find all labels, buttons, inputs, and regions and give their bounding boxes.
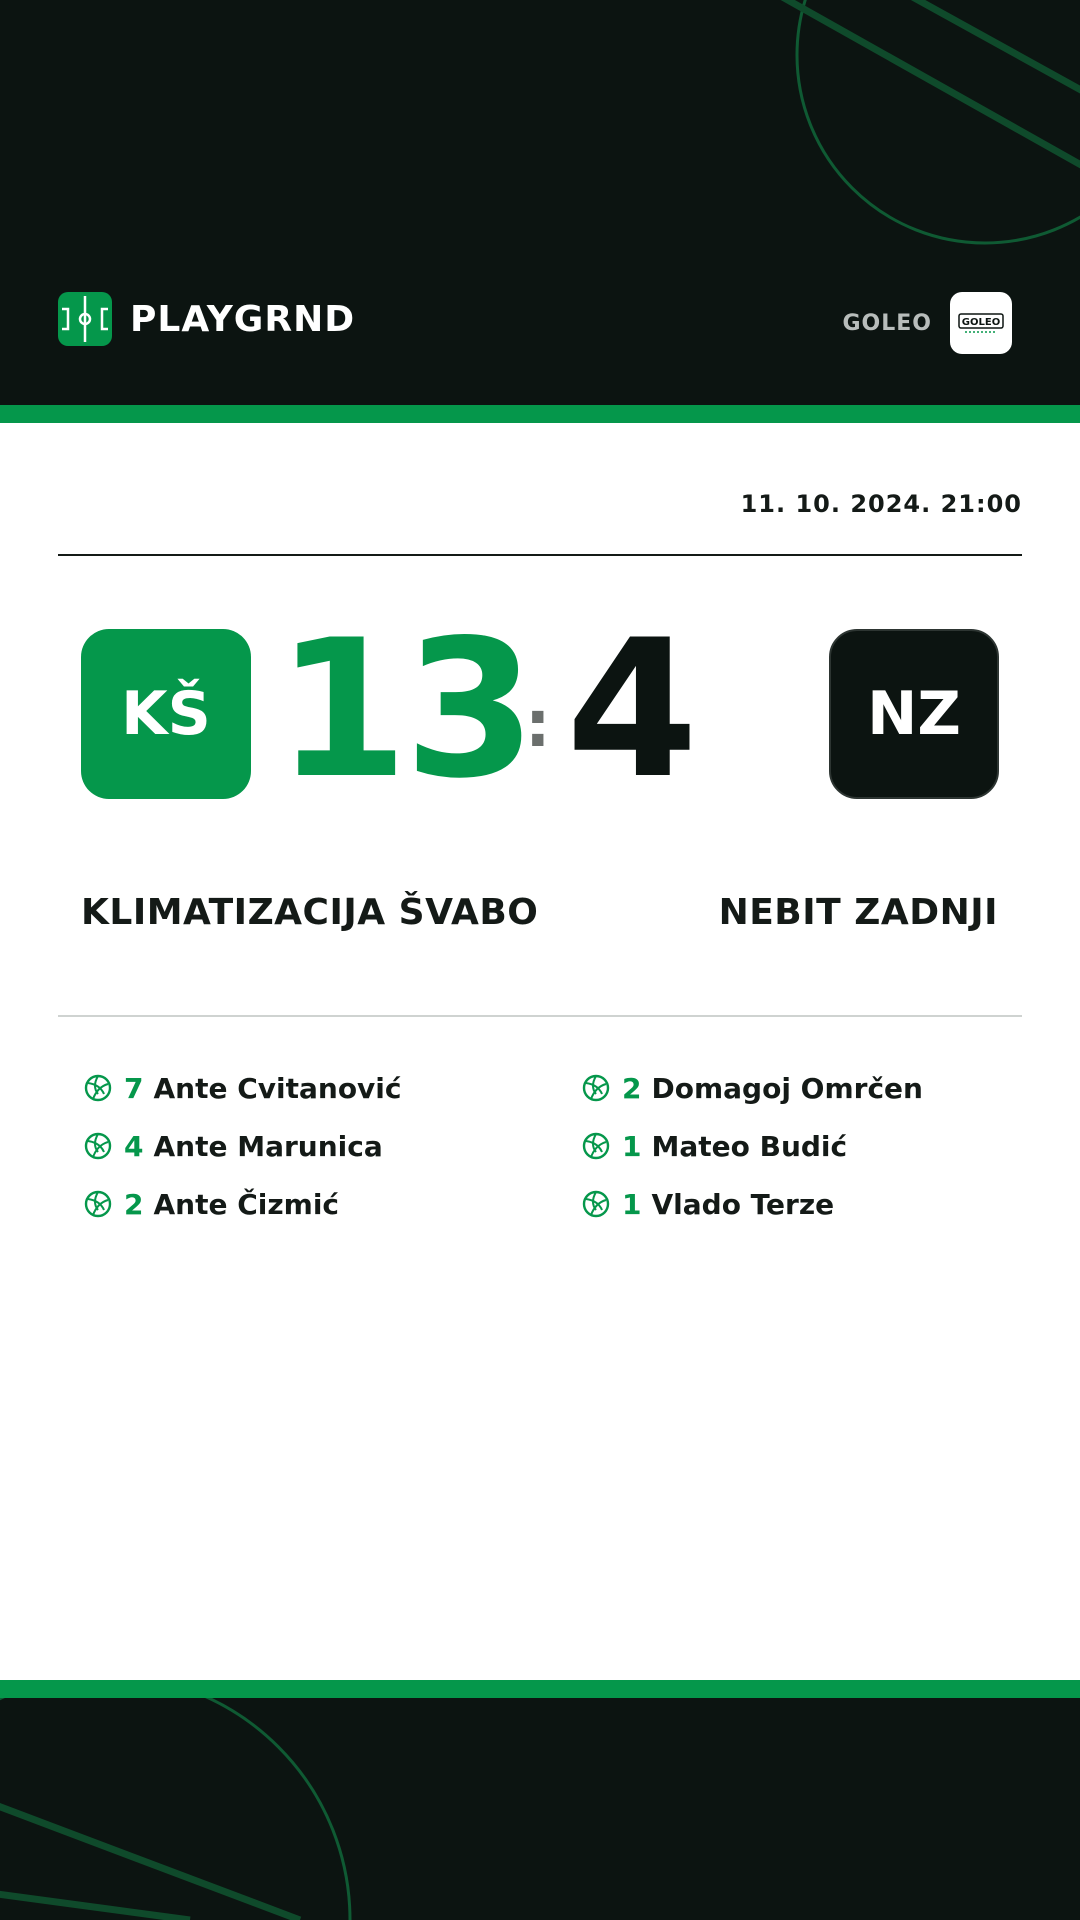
- volleyball-icon: [582, 1074, 610, 1102]
- footer-accent-stripe: [0, 1680, 1080, 1698]
- scorer-item: [582, 1126, 923, 1166]
- volleyball-icon: [84, 1074, 112, 1102]
- pitch-icon: [58, 292, 112, 346]
- match-datetime: 11. 10. 2024. 21:00: [740, 490, 1022, 518]
- divider: [58, 1015, 1022, 1017]
- scorer-goals: 1: [622, 1187, 642, 1221]
- home-scorers-list: [84, 1068, 402, 1242]
- volleyball-icon: [582, 1190, 610, 1218]
- away-score: 4: [566, 599, 695, 820]
- scorer-goals: 1: [622, 1129, 642, 1163]
- score-separator: :: [525, 688, 551, 762]
- scorer-item: [84, 1068, 402, 1108]
- goleo-logo: [950, 292, 1012, 354]
- scorer-goals: 2: [622, 1071, 642, 1105]
- home-team-name: KLIMATIZACIJA ŠVABO: [81, 892, 539, 933]
- away-team-name: NEBIT ZADNJI: [718, 892, 998, 933]
- home-score: 13: [276, 599, 533, 820]
- scorer-goals: 2: [124, 1187, 144, 1221]
- footer: [0, 1698, 1080, 1920]
- scorer-item: [582, 1068, 923, 1108]
- volleyball-icon: [582, 1132, 610, 1160]
- scorer-goals: 4: [124, 1129, 144, 1163]
- home-team-badge: KŠ: [81, 629, 251, 799]
- divider: [58, 554, 1022, 556]
- away-scorers-list: [582, 1068, 923, 1242]
- goleo-logo-text: GOLEO: [961, 317, 1001, 328]
- scorer-item: [84, 1126, 402, 1166]
- scorer-name: Ante Čizmić: [153, 1187, 340, 1221]
- header: [0, 0, 1080, 405]
- partner: [842, 292, 1012, 354]
- scorer-name: Ante Cvitanović: [153, 1071, 402, 1105]
- brand-name: PLAYGRND: [130, 298, 356, 340]
- header-accent-stripe: [0, 405, 1080, 423]
- scorer-name: Ante Marunica: [153, 1129, 383, 1163]
- partner-label: GOLEO: [842, 310, 932, 336]
- away-team-badge: NZ: [829, 629, 999, 799]
- volleyball-icon: [84, 1190, 112, 1218]
- scorer-name: Mateo Budić: [651, 1129, 848, 1163]
- scorer-goals: 7: [124, 1071, 144, 1105]
- volleyball-icon: [84, 1132, 112, 1160]
- pitch-lines-decoration: [0, 1698, 1080, 1920]
- scorer-name: Vlado Terze: [651, 1187, 835, 1221]
- scorer-name: Domagoj Omrčen: [651, 1071, 923, 1105]
- brand: [58, 292, 355, 346]
- scorer-item: [582, 1184, 923, 1224]
- scorer-item: [84, 1184, 402, 1224]
